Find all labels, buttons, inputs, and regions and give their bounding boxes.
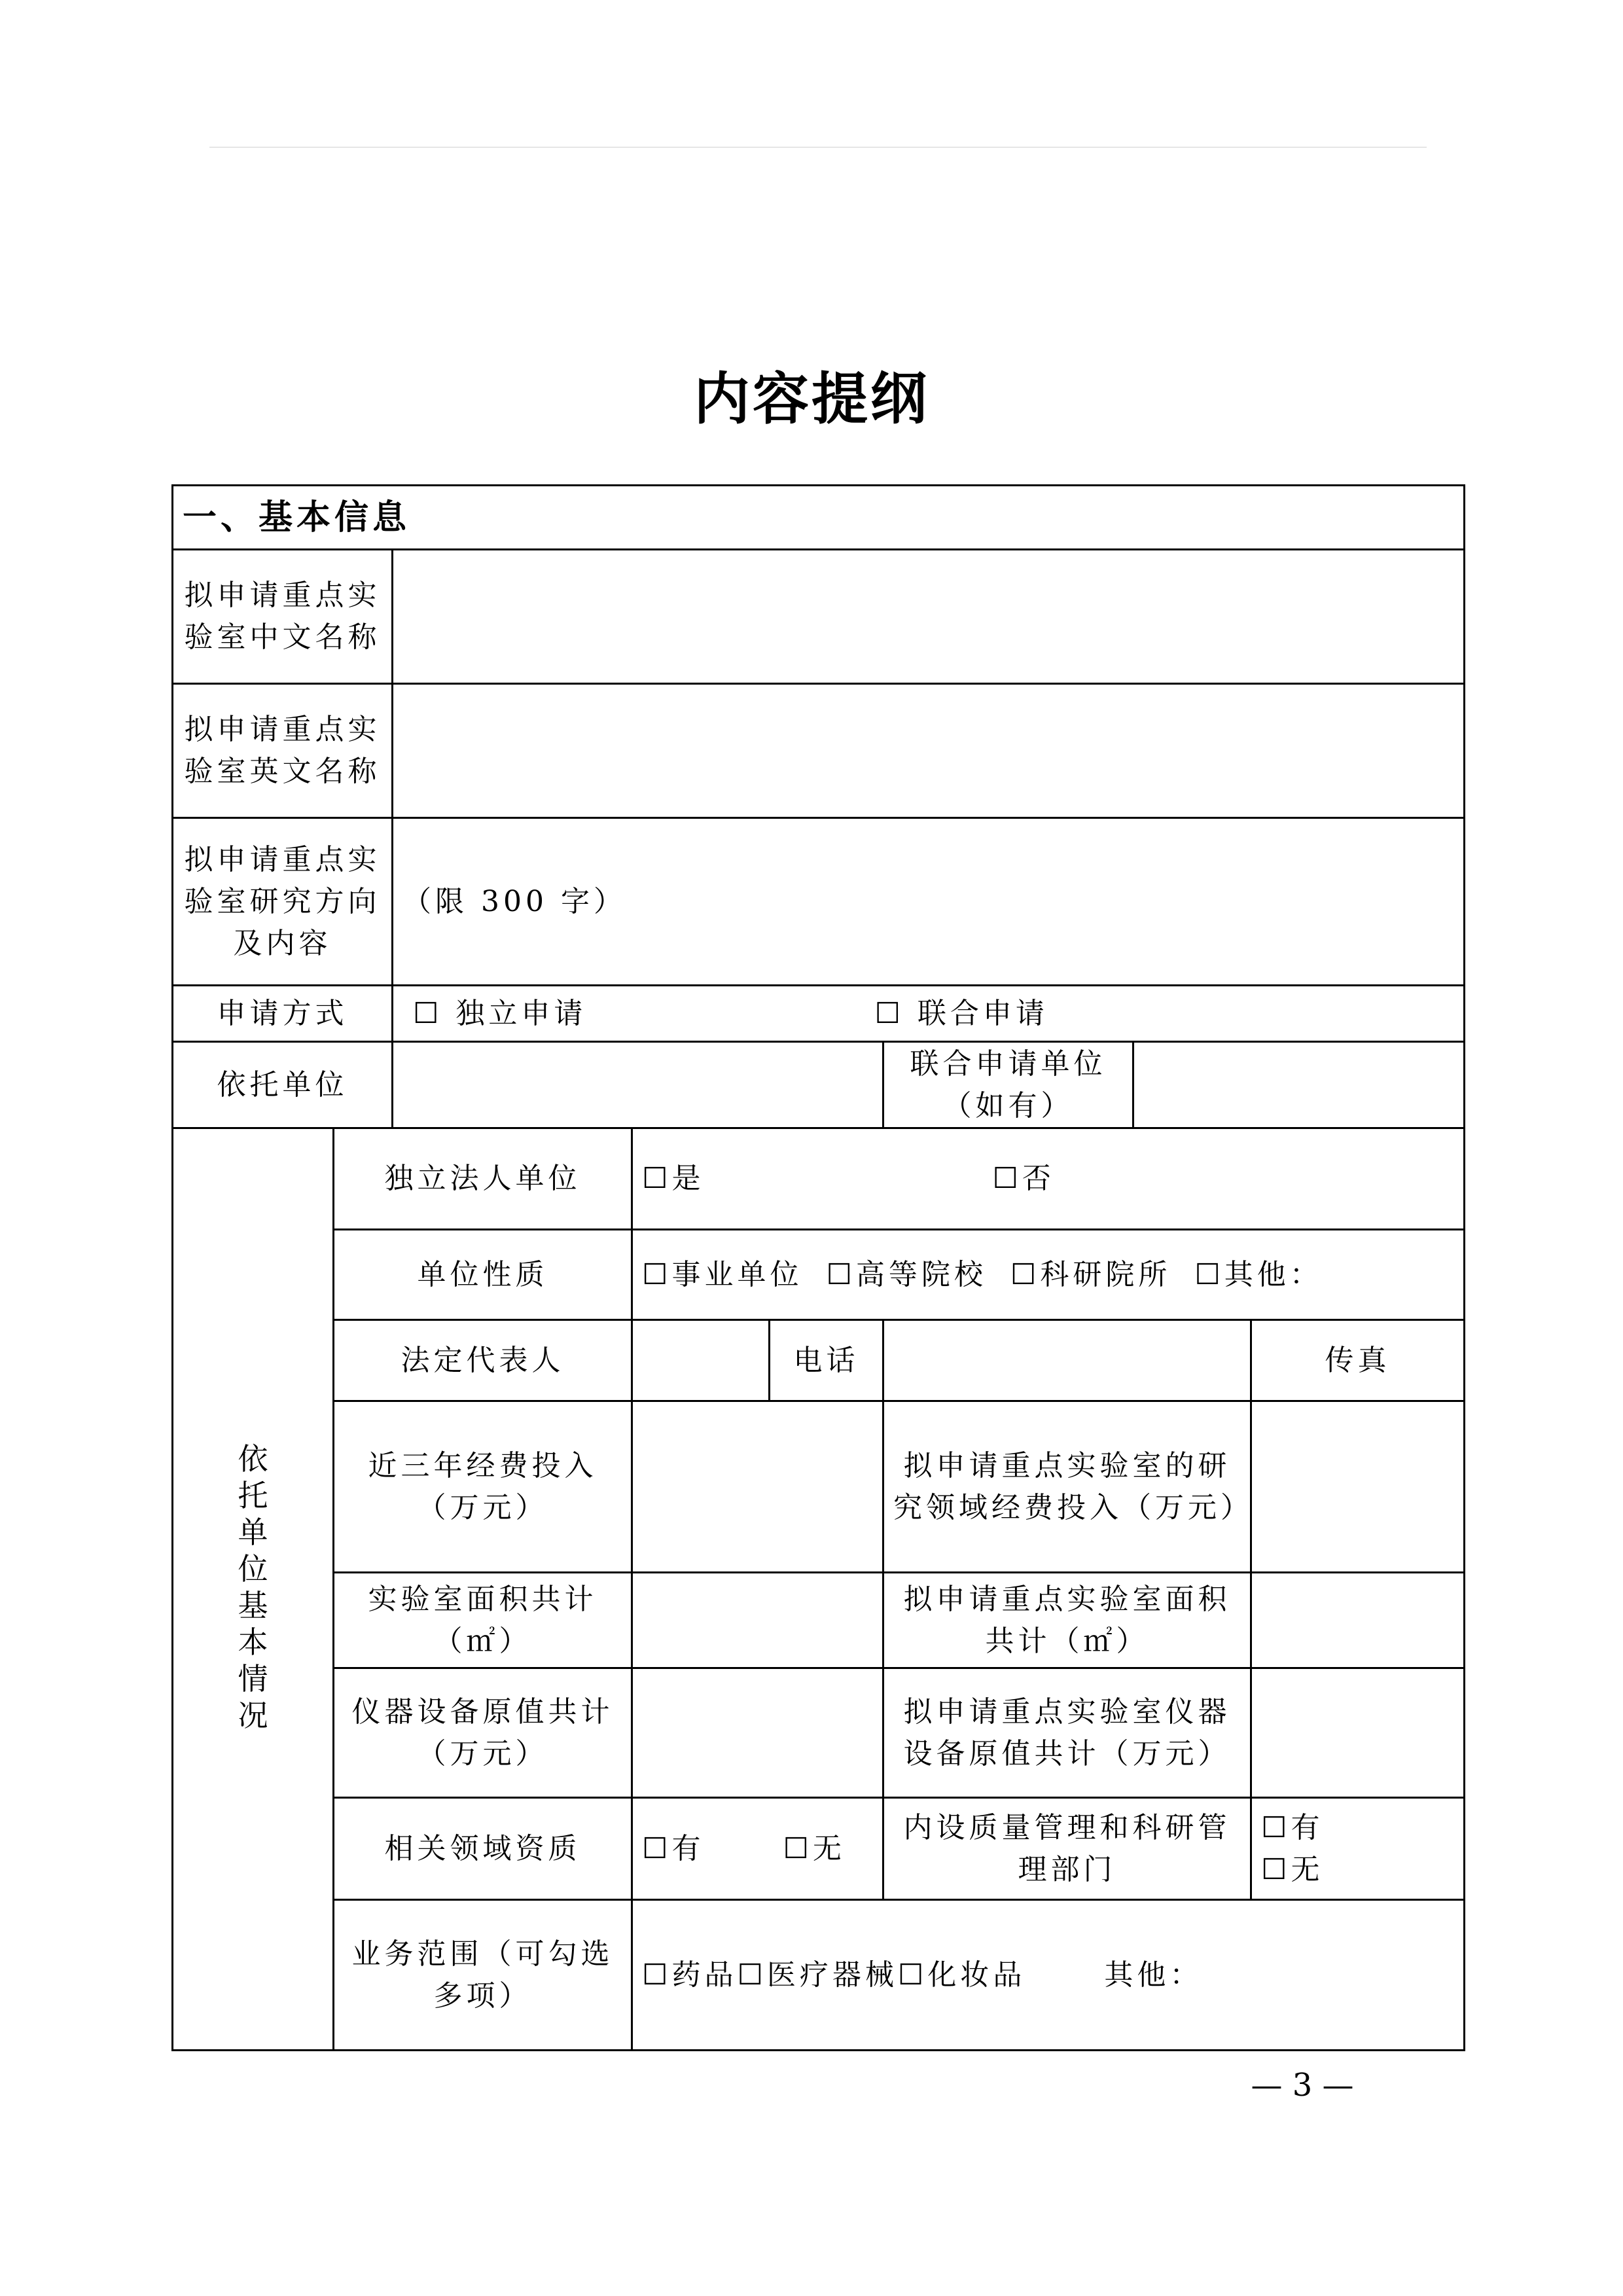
equipment-field[interactable]	[632, 1668, 883, 1798]
management-dept-label: 内设质量管理和科研管理部门	[883, 1798, 1251, 1900]
support-unit-field[interactable]	[393, 1042, 883, 1128]
direction-label: 拟申请重点实验室研究方向及内容	[173, 818, 393, 986]
legal-yes-checkbox[interactable]: ☐是	[642, 1162, 705, 1195]
independent-apply-checkbox[interactable]: ☐ 独立申请	[413, 996, 587, 1030]
page-number: — 3 —	[1251, 2067, 1354, 2104]
area-field[interactable]	[632, 1573, 883, 1668]
nature-university-checkbox[interactable]: ☐高等院校	[826, 1257, 987, 1291]
scope-other-label: 其他：	[1104, 1958, 1203, 1992]
qualification-no-checkbox[interactable]: ☐无	[783, 1831, 846, 1865]
nature-research-institute-checkbox[interactable]: ☐科研院所	[1010, 1257, 1171, 1291]
funds-label: 近三年经费投入（万元）	[334, 1401, 632, 1573]
legal-no-checkbox[interactable]: ☐否	[992, 1162, 1055, 1195]
scope-checkboxes[interactable]: ☐药品☐医疗器械☐化妆品	[642, 1958, 1026, 1992]
apply-mode-options	[393, 986, 1465, 1042]
lab-area-label: 拟申请重点实验室面积共计（㎡）	[883, 1573, 1251, 1668]
support-unit-basic-group	[173, 1128, 334, 2051]
header-rule	[209, 147, 1427, 148]
dept-yes-checkbox[interactable]: ☐有	[1261, 1810, 1324, 1844]
legal-rep-field[interactable]	[632, 1320, 770, 1401]
page-title: 内容提纲	[694, 367, 929, 432]
phone-label: 电话	[770, 1320, 883, 1401]
outline-form	[171, 484, 1465, 2051]
unit-nature-label: 单位性质	[334, 1230, 632, 1320]
support-unit-basic-label: 依托单位基本情况	[238, 1441, 268, 1733]
nature-other-checkbox[interactable]: ☐其他：	[1194, 1257, 1323, 1291]
dept-no-checkbox[interactable]: ☐无	[1261, 1852, 1324, 1886]
joint-unit-label: 联合申请单位（如有）	[883, 1042, 1133, 1128]
support-unit-label: 依托单位	[173, 1042, 393, 1128]
fax-label: 传真	[1251, 1320, 1465, 1401]
business-scope-options	[632, 1900, 1465, 2051]
lab-funds-label: 拟申请重点实验室的研究领域经费投入（万元）	[883, 1401, 1251, 1573]
legal-rep-label: 法定代表人	[334, 1320, 632, 1401]
qualification-options	[632, 1798, 883, 1900]
legal-entity-options	[632, 1128, 1465, 1230]
legal-entity-label: 独立法人单位	[334, 1128, 632, 1230]
area-label: 实验室面积共计（㎡）	[334, 1573, 632, 1668]
section-basic-info: 一、基本信息	[173, 486, 1465, 550]
en-name-label: 拟申请重点实验室英文名称	[173, 684, 393, 818]
qualification-label: 相关领域资质	[334, 1798, 632, 1900]
management-dept-options	[1251, 1798, 1465, 1900]
lab-equipment-label: 拟申请重点实验室仪器设备原值共计（万元）	[883, 1668, 1251, 1798]
lab-equipment-field[interactable]	[1251, 1668, 1465, 1798]
joint-apply-checkbox[interactable]: ☐ 联合申请	[874, 996, 1048, 1030]
funds-field[interactable]	[632, 1401, 883, 1573]
direction-hint: （限 300 字）	[402, 884, 626, 918]
direction-field[interactable]	[393, 818, 1465, 986]
business-scope-label: 业务范围（可勾选多项）	[334, 1900, 632, 2051]
joint-unit-field[interactable]	[1133, 1042, 1465, 1128]
en-name-field[interactable]	[393, 684, 1465, 818]
unit-nature-options	[632, 1230, 1465, 1320]
equipment-label: 仪器设备原值共计（万元）	[334, 1668, 632, 1798]
cn-name-field[interactable]	[393, 550, 1465, 684]
cn-name-label: 拟申请重点实验室中文名称	[173, 550, 393, 684]
lab-area-field[interactable]	[1251, 1573, 1465, 1668]
qualification-yes-checkbox[interactable]: ☐有	[642, 1831, 705, 1865]
apply-mode-label: 申请方式	[173, 986, 393, 1042]
lab-funds-field[interactable]	[1251, 1401, 1465, 1573]
nature-public-institution-checkbox[interactable]: ☐事业单位	[642, 1257, 803, 1291]
phone-field[interactable]	[883, 1320, 1251, 1401]
